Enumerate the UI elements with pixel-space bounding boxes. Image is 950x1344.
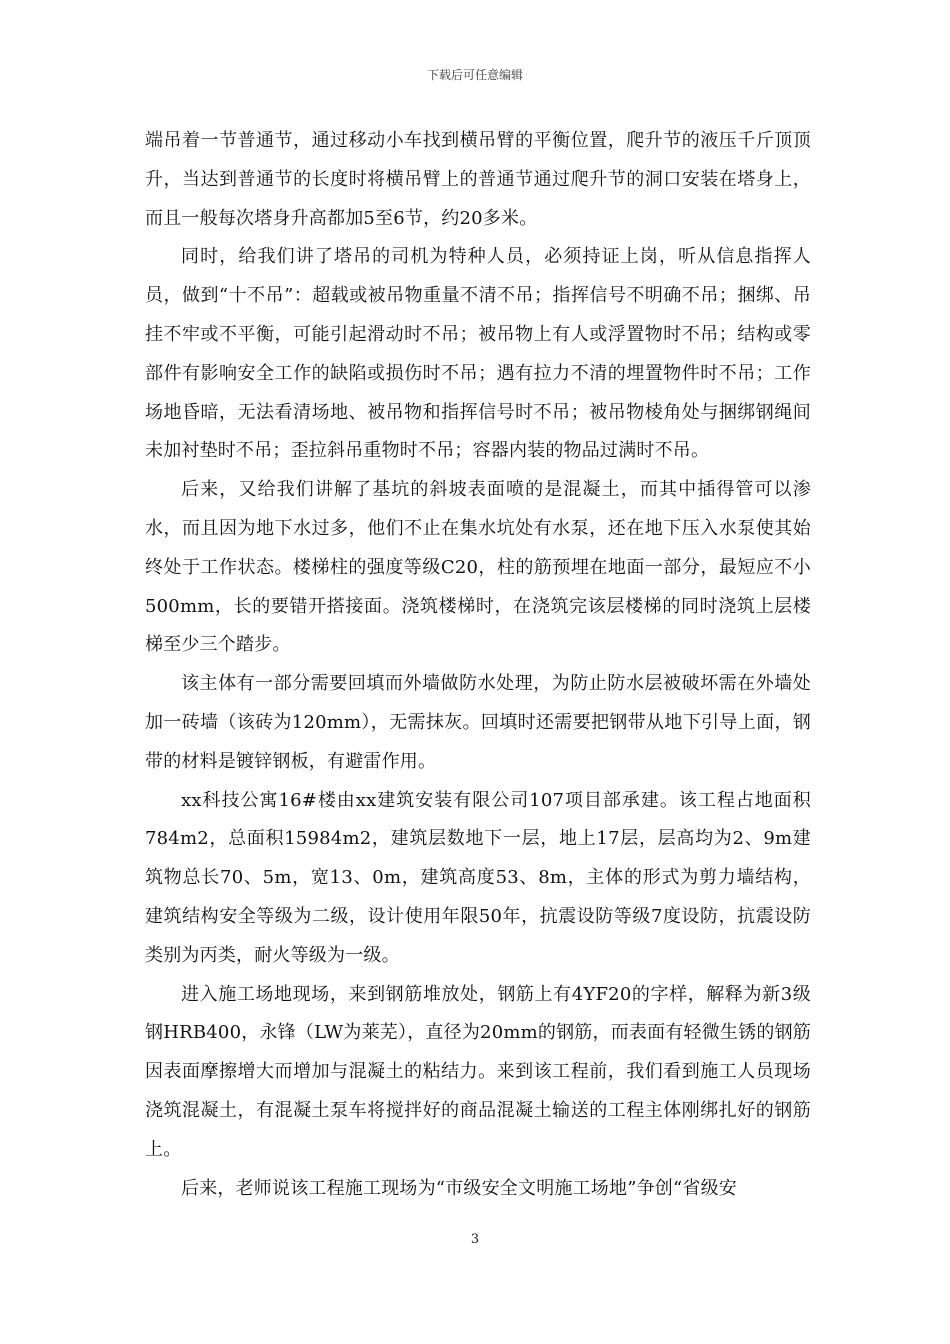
document-body (145, 122, 811, 1208)
page-number: 3 (470, 1232, 480, 1247)
paragraph-backfill-waterproofing: 该主体有一部分需要回填而外墙做防水处理，为防止防水层被破坏需在外墙处加一砖墙（该砖为120mm），无需抹灰。回填时还需要把钢带从地下引导上面，钢带的材料是镀锌钢板，有避雷作用。 (145, 673, 811, 772)
paragraph-tower-crane-climbing: 端吊着一节普通节，通过移动小车找到横吊臂的平衡位置，爬升节的液压千斤顶顶升，当达到普通节的长度时将横吊臂上的普通节通过爬升节的洞口安装在塔身上，而且一般每次塔身升高都加5至6节，约20多米。 (145, 130, 811, 229)
paragraph-rebar-site: 进入施工场地现场，来到钢筋堆放处，钢筋上有4YF20的字样，解释为新3级钢HRB400，永锋（LW为莱芜），直径为20mm的钢筋，而表面有轻微生锈的钢筋因表面摩擦增大而增加与混凝土的粘结力。来到该工程前，我们看到施工人员现场浇筑混凝土，有混凝土泵车将搅拌好的商品混凝土输送的工程主体刚绑扎好的钢筋上。 (145, 983, 811, 1160)
paragraph-safety-site: 后来，老师说该工程施工现场为“市级安全文明施工场地”争创“省级安 (181, 1177, 738, 1199)
paragraph-ten-no-lift-rules: 同时，给我们讲了塔吊的司机为特种人员，必须持证上岗，听从信息指挥人员，做到“十不吊”：超载或被吊物重量不清不吊；指挥信号不明确不吊；捆绑、吊挂不牢或不平衡，可能引起滑动时不吊；被吊物上有人或浮置物时不吊；结构或零部件有影响安全工作的缺陷或损伤时不吊；遇有拉力不清的埋置物件时不吊；工作场地昏暗，无法看清场地、被吊物和指挥信号时不吊；被吊物棱角处与捆绑钢绳间未加衬垫时不吊；歪拉斜吊重物时不吊；容器内装的物品过满时不吊。 (145, 246, 811, 462)
paragraph-foundation-pit: 后来，又给我们讲解了基坑的斜坡表面喷的是混凝土，而其中插得管可以渗水，而且因为地下水过多，他们不止在集水坑处有水泵，还在地下压入水泵使其始终处于工作状态。楼梯柱的强度等级C20，柱的筋预埋在地面一部分，最短应不小500mm，长的要错开搭接面。浇筑楼梯时，在浇筑完该层楼梯的同时浇筑上层楼梯至少三个踏步。 (145, 479, 811, 656)
page-header: 下载后可任意编辑 (426, 68, 523, 82)
paragraph-project-overview: xx科技公寓16#楼由xx建筑安装有限公司107项目部承建。该工程占地面积784m2，总面积15984m2，建筑层数地下一层，地上17层，层高均为2、9m建筑物总长70、5m，宽13、0m，建筑高度53、8m，主体的形式为剪力墙结构，建筑结构安全等级为二级，设计使用年限50年，抗震设防等级7度设防，抗震设防类别为丙类，耐火等级为一级。 (145, 789, 811, 966)
